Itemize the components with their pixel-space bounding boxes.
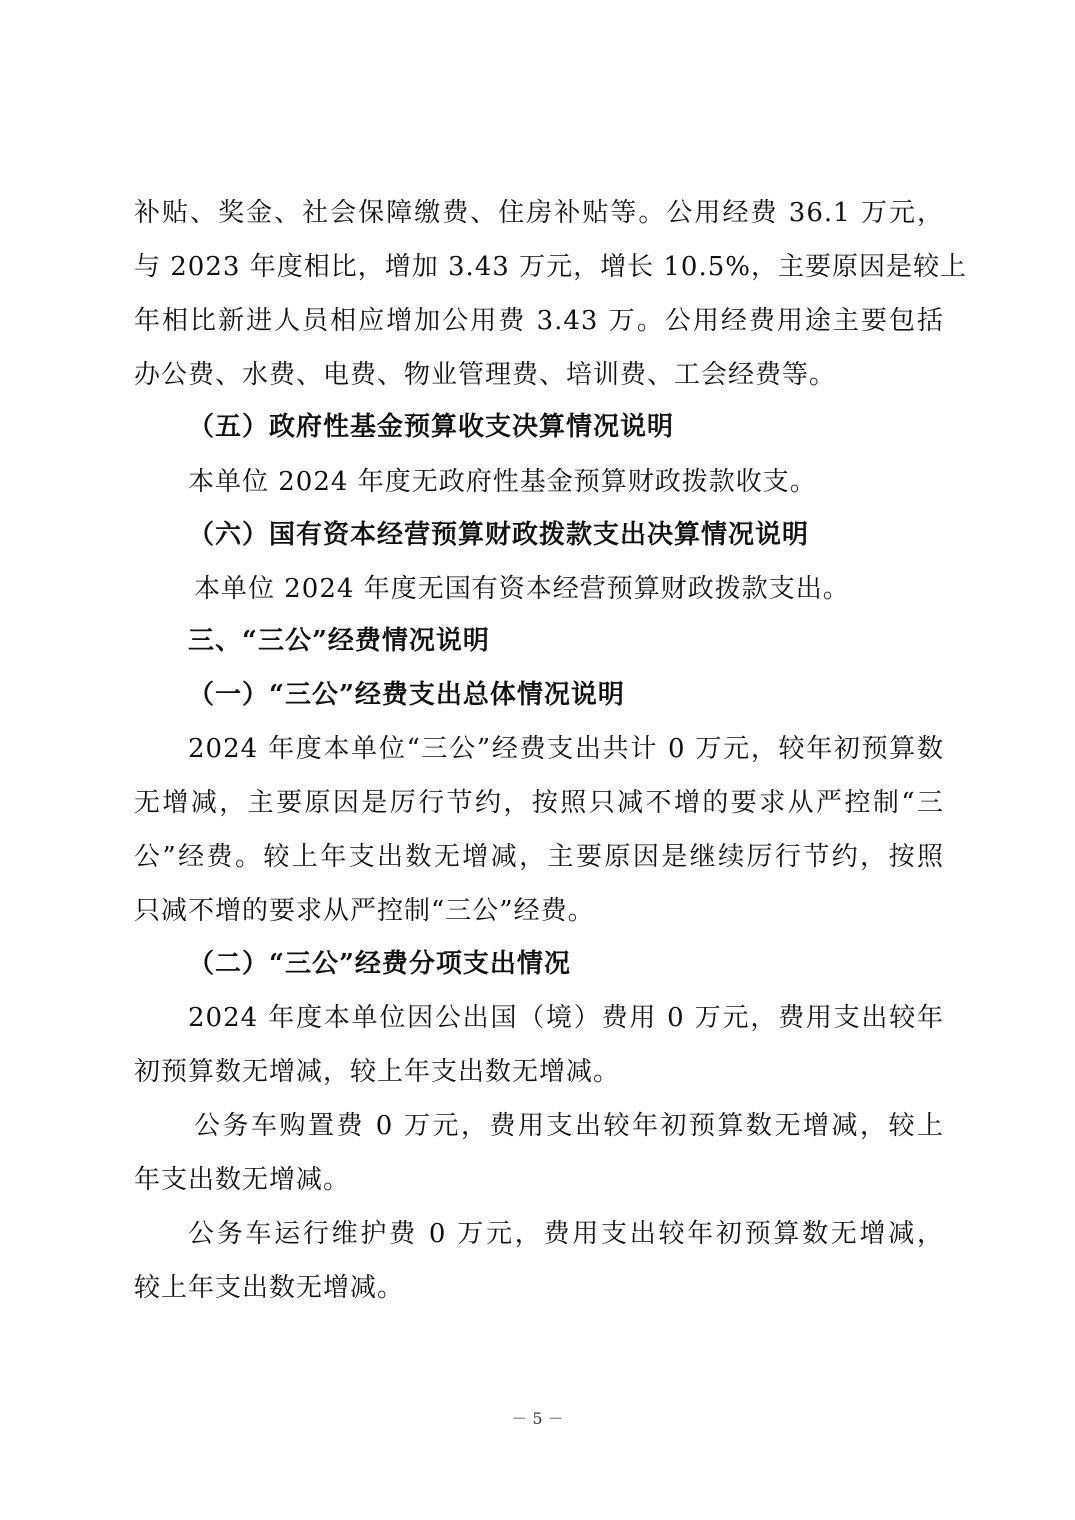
section-heading-three-public: 三、“三公”经费情况说明 [188, 626, 490, 656]
subsection-heading-itemized: （二）“三公”经费分项支出情况 [188, 949, 571, 979]
text-line: 公务车运行维护费 0 万元，费用支出较年初预算数无增减， [188, 1219, 944, 1249]
text-line: 年相比新进人员相应增加公用费 3.43 万。公用经费用途主要包括 [134, 306, 944, 336]
page-number: － 5 － [511, 1409, 564, 1428]
section-heading-state-capital: （六）国有资本经营预算财政拨款支出决算情况说明 [188, 520, 810, 550]
text-line: 2024 年度本单位“三公”经费支出共计 0 万元，较年初预算数 [188, 734, 944, 764]
text-line: 公务车购置费 0 万元，费用支出较年初预算数无增减，较上 [194, 1111, 944, 1141]
paragraph-vehicle-operation [134, 1207, 944, 1315]
paragraph-three-public-overall [134, 722, 944, 938]
subsection-heading-overall: （一）“三公”经费支出总体情况说明 [188, 680, 625, 710]
text-line: 无增减，主要原因是厉行节约，按照只减不增的要求从严控制“三 [134, 788, 944, 818]
text-line: 2024 年度本单位因公出国（境）费用 0 万元，费用支出较年 [188, 1003, 944, 1033]
paragraph-vehicle-purchase [134, 1099, 944, 1207]
paragraph-public-expenses [134, 186, 967, 402]
text-line: 初预算数无增减，较上年支出数无增减。 [134, 1057, 621, 1087]
text-line: 公”经费。较上年支出数无增减，主要原因是继续厉行节约，按照 [134, 842, 944, 872]
section-heading-government-fund: （五）政府性基金预算收支决算情况说明 [188, 412, 675, 442]
text-line: 与 2023 年度相比，增加 3.43 万元，增长 10.5%，主要原因是较上 [134, 252, 967, 282]
text-line: 只减不增的要求从严控制“三公”经费。 [134, 896, 595, 926]
paragraph-government-fund: 本单位 2024 年度无政府性基金预算财政拨款收支。 [188, 467, 817, 497]
text-line: 补贴、奖金、社会保障缴费、住房补贴等。公用经费 36.1 万元， [134, 198, 944, 228]
text-line: 办公费、水费、电费、物业管理费、培训费、工会经费等。 [134, 360, 837, 390]
text-line: 较上年支出数无增减。 [134, 1273, 405, 1303]
paragraph-state-capital: 本单位 2024 年度无国有资本经营预算财政拨款支出。 [194, 574, 850, 604]
text-line: 年支出数无增减。 [134, 1165, 351, 1195]
paragraph-overseas-travel [134, 991, 944, 1099]
